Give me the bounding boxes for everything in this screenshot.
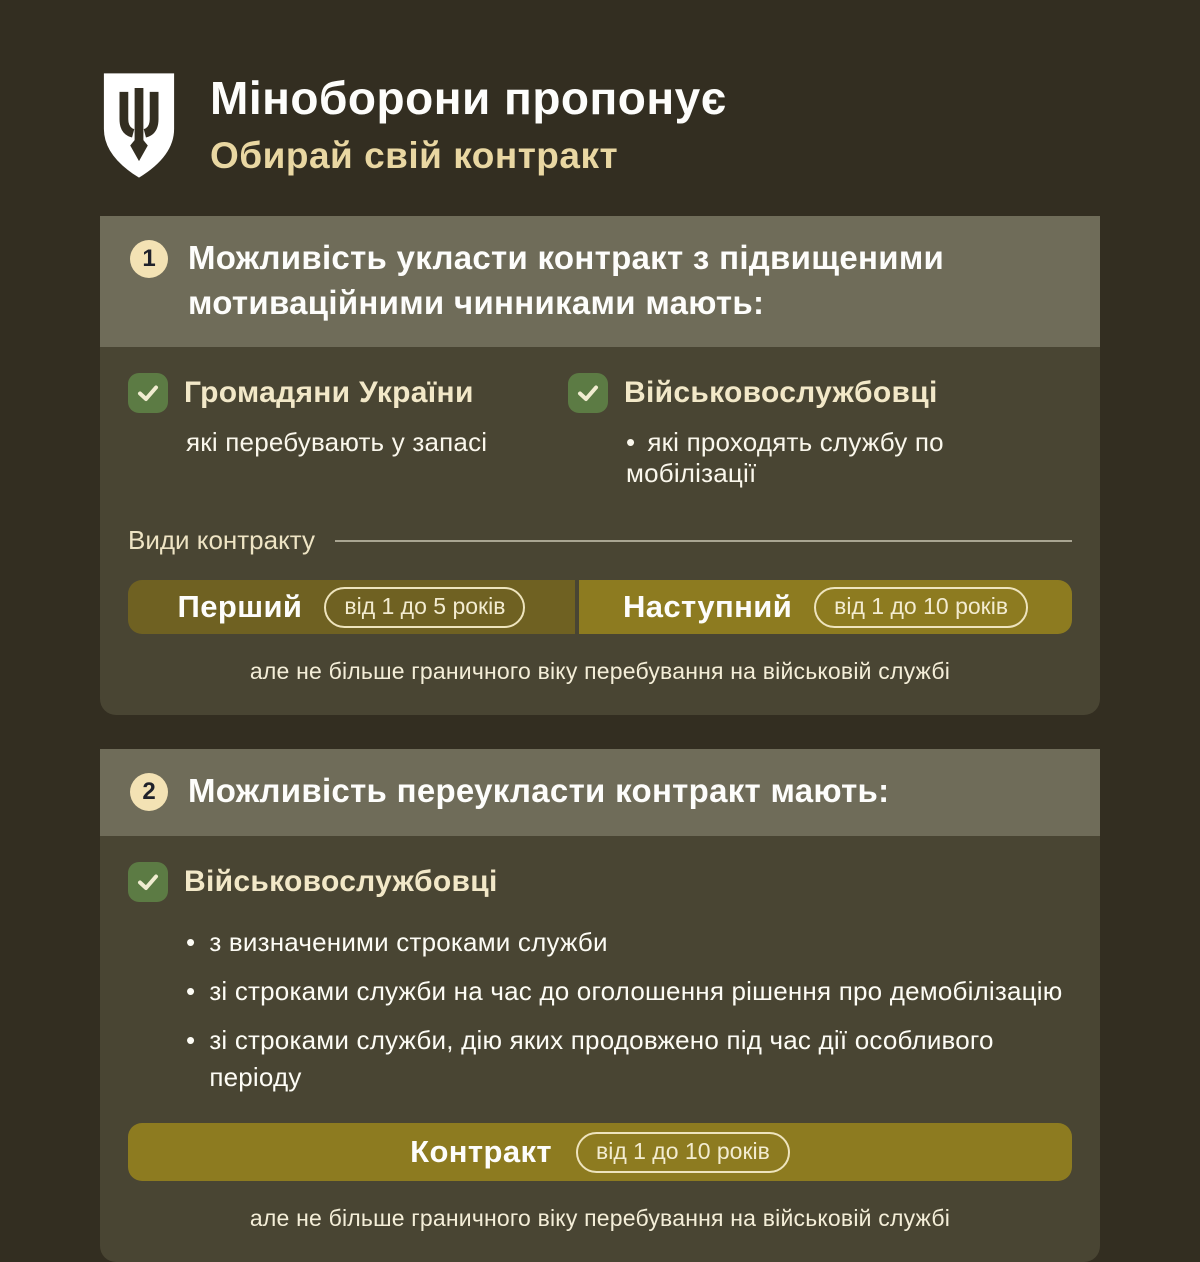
bullet-icon bbox=[186, 1022, 195, 1095]
condition-text: зі строками служби на час до оголошення рішення про демобілізацію bbox=[209, 976, 1063, 1007]
page-title: Міноборони пропонує bbox=[210, 72, 727, 124]
trident-shield-logo-icon bbox=[100, 70, 178, 182]
list-item bbox=[186, 1022, 1066, 1095]
section-2-number-badge: 2 bbox=[130, 773, 168, 811]
contract-types-label: Види контракту bbox=[128, 525, 315, 556]
list-item bbox=[186, 924, 1066, 960]
contract-bar-next bbox=[579, 580, 1072, 634]
group-servicemen-2-label: Військовослужбовці bbox=[184, 864, 498, 898]
list-item bbox=[186, 973, 1066, 1009]
contract-bar-first bbox=[128, 580, 575, 634]
eligible-groups bbox=[128, 373, 1072, 489]
group-servicemen-row bbox=[568, 373, 1072, 413]
bullet-icon bbox=[186, 924, 195, 960]
group-citizens bbox=[128, 373, 568, 489]
contract-first-name: Перший bbox=[177, 589, 303, 625]
contract-bars bbox=[128, 580, 1072, 634]
contract-name: Контракт bbox=[410, 1134, 552, 1170]
contract-first-term-badge: від 1 до 5 років bbox=[324, 587, 525, 628]
section-1-header-band bbox=[100, 216, 1100, 347]
section-2-card bbox=[100, 749, 1100, 1262]
checkmark-icon bbox=[568, 373, 608, 413]
group-citizens-label: Громадяни України bbox=[184, 376, 474, 410]
group-citizens-detail: які перебувають у запасі bbox=[186, 427, 488, 458]
section-1-body bbox=[100, 347, 1100, 715]
section-2-body bbox=[100, 836, 1100, 1262]
section-2-heading: Можливість переукласти контракт мають: bbox=[188, 772, 890, 810]
condition-text: зі строками служби, дію яких продовжено під час дії особливого періоду bbox=[209, 1025, 994, 1092]
page-subtitle: Обирай свій контракт bbox=[210, 134, 619, 176]
group-citizens-row bbox=[128, 373, 568, 413]
group-servicemen-detail: • які проходять службу по мобілізації bbox=[626, 427, 1072, 489]
section-1-heading: Можливість укласти контракт з підвищеними мотиваційними чинниками мають: bbox=[188, 239, 945, 321]
contract-next-term-badge: від 1 до 10 років bbox=[814, 587, 1028, 628]
checkmark-icon bbox=[128, 862, 168, 902]
contract-term-badge: від 1 до 10 років bbox=[576, 1132, 790, 1173]
checkmark-icon bbox=[128, 373, 168, 413]
section-1-number-badge: 1 bbox=[130, 240, 168, 278]
contract-types-divider bbox=[128, 525, 1072, 556]
contract-next-name: Наступний bbox=[622, 589, 793, 625]
header bbox=[0, 0, 1200, 182]
divider-line bbox=[335, 540, 1072, 542]
group-servicemen-2-row bbox=[128, 862, 1072, 902]
conditions-list bbox=[186, 924, 1072, 1096]
bullet-icon bbox=[186, 973, 195, 1009]
group-servicemen bbox=[568, 373, 1072, 489]
section-2-note: але не більше граничного віку перебування на військовій службі bbox=[249, 1205, 951, 1232]
header-text bbox=[210, 70, 727, 177]
section-1-card bbox=[100, 216, 1100, 715]
section-2-header-band bbox=[100, 749, 1100, 836]
contract-bar-single bbox=[128, 1123, 1072, 1181]
group-servicemen-label: Військовослужбовці bbox=[624, 376, 938, 410]
section-1-note: але не більше граничного віку перебування на військовій службі bbox=[249, 658, 951, 685]
condition-text: з визначеними строками служби bbox=[209, 926, 608, 957]
